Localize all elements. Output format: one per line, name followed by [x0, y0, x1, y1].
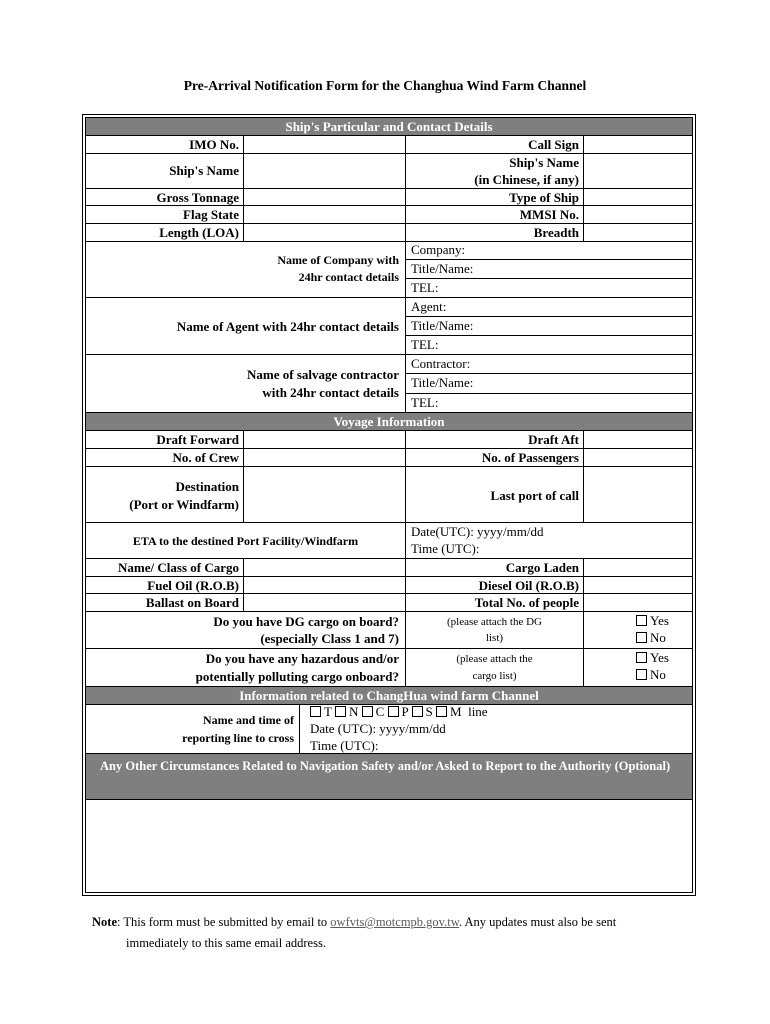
line-p-option[interactable]: P [388, 704, 409, 719]
section-voyage-header: Voyage Information [86, 413, 692, 430]
form-frame [82, 114, 696, 896]
imo-label: IMO No. [189, 137, 239, 152]
line-m-option[interactable]: M [436, 704, 462, 719]
ship-name-label: Ship's Name [169, 163, 239, 178]
destination-label-2: (Port or Windfarm) [129, 497, 239, 512]
dg-cargo-question-2: (especially Class 1 and 7) [260, 631, 399, 646]
cargo-laden-field[interactable] [584, 559, 694, 576]
hazardous-cargo-question-2: potentially polluting cargo onboard? [195, 669, 399, 684]
length-field[interactable] [244, 224, 405, 241]
length-label: Length (LOA) [159, 225, 239, 240]
checkbox-icon[interactable] [636, 632, 647, 643]
note-label: Note [92, 915, 117, 929]
draft-forward-label: Draft Forward [156, 432, 239, 447]
form-table [85, 117, 693, 893]
hazardous-no-option[interactable]: No [636, 666, 666, 684]
company-field[interactable]: Company: [411, 242, 466, 257]
dg-cargo-question: Do you have DG cargo on board? [213, 614, 399, 629]
ship-name-cn-label: Ship's Name [509, 155, 579, 170]
company-tel-field[interactable]: TEL: [411, 280, 439, 295]
cargo-laden-label: Cargo Laden [505, 560, 579, 575]
eta-label: ETA to the destined Port Facility/Windfarm [132, 534, 359, 548]
note-text: : This form must be submitted by email to [117, 915, 331, 929]
checkbox-icon[interactable] [310, 706, 321, 717]
draft-forward-field[interactable] [244, 431, 405, 448]
ship-name-cn-field[interactable] [584, 154, 694, 188]
last-port-label: Last port of call [490, 488, 579, 503]
breadth-field[interactable] [584, 224, 694, 241]
contractor-title-field[interactable]: Title/Name: [411, 375, 474, 390]
dg-cargo-note-2: list) [485, 632, 504, 644]
eta-date-field[interactable]: Date(UTC): yyyy/mm/dd [411, 524, 544, 539]
draft-aft-label: Draft Aft [528, 432, 579, 447]
last-port-field[interactable] [584, 467, 694, 522]
footer-note [92, 912, 712, 954]
total-people-label: Total No. of people [474, 595, 579, 610]
fuel-oil-label: Fuel Oil (R.O.B) [147, 578, 239, 593]
draft-aft-field[interactable] [584, 431, 694, 448]
contractor-tel-field[interactable]: TEL: [411, 395, 439, 410]
diesel-oil-label: Diesel Oil (R.O.B) [478, 578, 579, 593]
mmsi-label: MMSI No. [519, 207, 579, 222]
reporting-date-field[interactable]: Date (UTC): yyyy/mm/dd [310, 721, 446, 736]
company-title-field[interactable]: Title/Name: [411, 261, 474, 276]
line-word: line [468, 704, 488, 719]
gross-tonnage-label: Gross Tonnage [156, 190, 239, 205]
contractor-field[interactable]: Contractor: [411, 356, 471, 371]
mmsi-field[interactable] [584, 206, 694, 223]
salvage-contact-label: Name of salvage contractor [247, 367, 399, 382]
dg-cargo-note: (please attach the DG [447, 616, 542, 628]
ship-type-label: Type of Ship [509, 190, 579, 205]
ship-type-field[interactable] [584, 189, 694, 205]
checkbox-icon[interactable] [412, 706, 423, 717]
agent-title-field[interactable]: Title/Name: [411, 318, 474, 333]
checkbox-icon[interactable] [388, 706, 399, 717]
line-n-option[interactable]: N [335, 704, 358, 719]
section-other-header: Any Other Circumstances Related to Navigation Safety and/or Asked to Report to the Authority (Optional) [86, 754, 692, 799]
total-people-field[interactable] [584, 594, 694, 611]
dg-yes-option[interactable]: Yes [636, 612, 669, 630]
ship-name-field[interactable] [244, 154, 405, 188]
cargo-name-label: Name/ Class of Cargo [118, 560, 239, 575]
line-c-option[interactable]: C [362, 704, 385, 719]
line-s-option[interactable]: S [412, 704, 433, 719]
note-text-3: immediately to this same email address. [126, 936, 326, 950]
flag-state-field[interactable] [244, 206, 405, 223]
section-ship-header: Ship's Particular and Contact Details [86, 118, 692, 135]
section-changhua-header: Information related to ChangHua wind farm Channel [86, 687, 692, 704]
checkbox-icon[interactable] [335, 706, 346, 717]
fuel-oil-field[interactable] [244, 577, 405, 593]
salvage-contact-label-2: with 24hr contact details [262, 385, 399, 400]
page-title: Pre-Arrival Notification Form for the Changhua Wind Farm Channel [183, 78, 587, 93]
cargo-name-field[interactable] [244, 559, 405, 576]
agent-contact-label: Name of Agent with 24hr contact details [176, 319, 399, 334]
company-contact-label: Name of Company with [277, 253, 399, 267]
passengers-field[interactable] [584, 449, 694, 466]
hazardous-cargo-question: Do you have any hazardous and/or [205, 651, 399, 666]
checkbox-icon[interactable] [636, 669, 647, 680]
flag-state-label: Flag State [183, 207, 239, 222]
crew-field[interactable] [244, 449, 405, 466]
ballast-label: Ballast on Board [145, 595, 239, 610]
gross-tonnage-field[interactable] [244, 189, 405, 205]
imo-field[interactable] [244, 136, 405, 153]
reporting-line-label-2: reporting line to cross [182, 731, 294, 745]
note-text-2: . Any updates must also be sent [458, 915, 617, 929]
checkbox-icon[interactable] [636, 652, 647, 663]
dg-no-option[interactable]: No [636, 629, 666, 647]
crew-label: No. of Crew [172, 450, 239, 465]
checkbox-icon[interactable] [636, 615, 647, 626]
breadth-label: Breadth [533, 225, 579, 240]
agent-field[interactable]: Agent: [411, 299, 447, 314]
reporting-line-label: Name and time of [203, 713, 294, 727]
eta-time-field[interactable]: Time (UTC): [411, 541, 480, 556]
other-circumstances-field[interactable] [86, 800, 692, 892]
line-t-option[interactable]: T [310, 704, 332, 719]
hazardous-cargo-note: (please attach the [456, 653, 533, 665]
agent-tel-field[interactable]: TEL: [411, 337, 439, 352]
hazardous-yes-option[interactable]: Yes [636, 649, 669, 667]
company-contact-label-2: 24hr contact details [298, 270, 399, 284]
destination-field[interactable] [244, 467, 405, 522]
ship-name-cn-label-2: (in Chinese, if any) [474, 172, 579, 187]
ballast-field[interactable] [244, 594, 405, 611]
diesel-oil-field[interactable] [584, 577, 694, 593]
passengers-label: No. of Passengers [481, 450, 579, 465]
call-sign-field[interactable] [584, 136, 694, 153]
checkbox-icon[interactable] [362, 706, 373, 717]
email-link[interactable]: owfvts@motcmpb.gov.tw [330, 915, 459, 929]
checkbox-icon[interactable] [436, 706, 447, 717]
hazardous-cargo-note-2: cargo list) [472, 670, 517, 682]
call-sign-label: Call Sign [528, 137, 579, 152]
reporting-time-field[interactable]: Time (UTC): [310, 738, 379, 753]
destination-label: Destination [175, 479, 239, 494]
reporting-line-options [310, 703, 488, 721]
